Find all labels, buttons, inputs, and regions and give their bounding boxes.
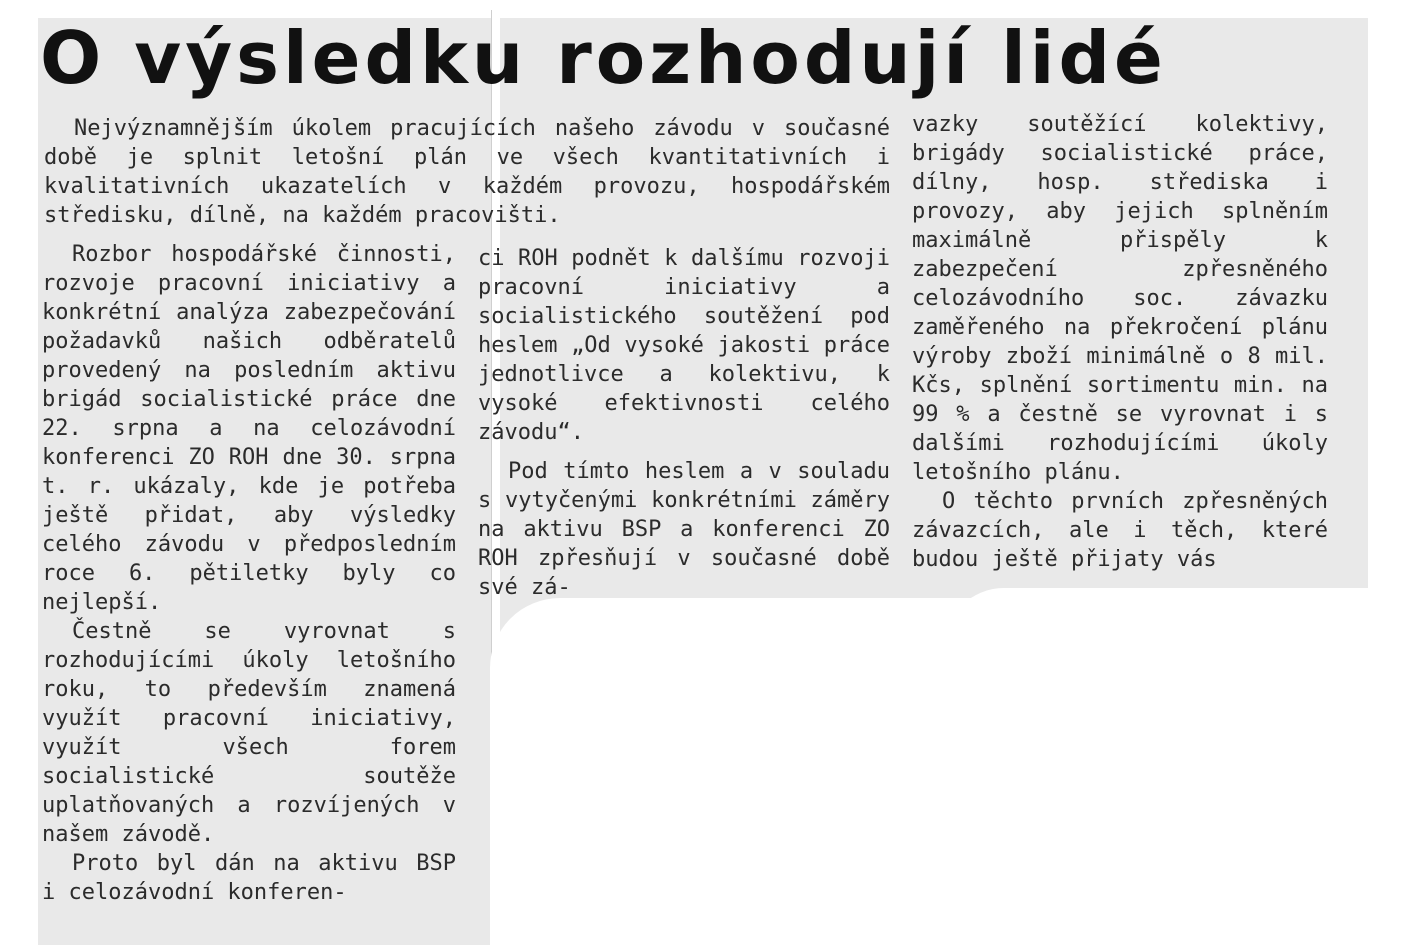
headline: O výsledku rozhodují lidé [40,16,1167,100]
torn-area [490,598,1368,945]
column-3 [912,110,1328,574]
torn-area-edge [944,588,1368,648]
column-1-paragraph-2: Čestně se vyrovnat s rozhodujícími úkoly letošního roku, to především znamená využít pracovní iniciativy, využít všech forem socialistické soutěže uplatňovaných a rozvíjených v našem závodě. [42,619,456,847]
column-3-paragraph-1: vazky soutěžící kolektivy, brigády socialistické práce, dílny, hosp. střediska i provozy, aby jejich splněním maximálně přispěly k zabezpečení zpřesněného celozávodního soc. závazku zaměřeného na překročení plánu výroby zboží minimálně o 8 mil. Kčs, splnění sortimentu min. na 99 % a čestně se vyrovnat i s dalšími rozhodujícími úkoly letošního plánu. [912,112,1328,485]
column-1-paragraph-1: Rozbor hospodářské činnosti, rozvoje pracovní iniciativy a konkrétní analýza zabezpečování požadavků našich odběratelů provedený na posledním aktivu brigád socialistické práce dne 22. srpna a na celozávodní konferenci ZO ROH dne 30. srpna t. r. ukázaly, kde je potřeba ještě přidat, aby výsledky celého závodu v předposledním roce 6. pětiletky byly co nejlepší. [42,242,456,615]
column-2-paragraph-1: ci ROH podnět k dalšímu rozvoji pracovní iniciativy a socialistického soutěžení pod heslem „Od vysoké jakosti práce jednotlivce a kolektivu, k vysoké efektivnosti celého závodu“. [478,246,890,445]
column-1 [42,240,456,907]
column-2-paragraph-2: Pod tímto heslem a v souladu s vytyčenými konkrétními záměry na aktivu BSP a konferenci ZO ROH zpřesňují v současné době své zá- [478,459,890,600]
intro-paragraph: Nejvýznamnějším úkolem pracujících našeho závodu v současné době je splnit letošní plán ve všech kvantitativních i kvalitativních ukazatelích v každém provozu, hospodářském středisku, dílně, na každém pracovišti. [44,116,890,228]
column-3-paragraph-2: O těchto prvních zpřesněných závazcích, ale i těch, které budou ještě přijaty vás [912,489,1328,572]
column-1-paragraph-3: Proto byl dán na aktivu BSP i celozávodní konferen- [42,851,456,905]
column-2 [478,244,890,602]
